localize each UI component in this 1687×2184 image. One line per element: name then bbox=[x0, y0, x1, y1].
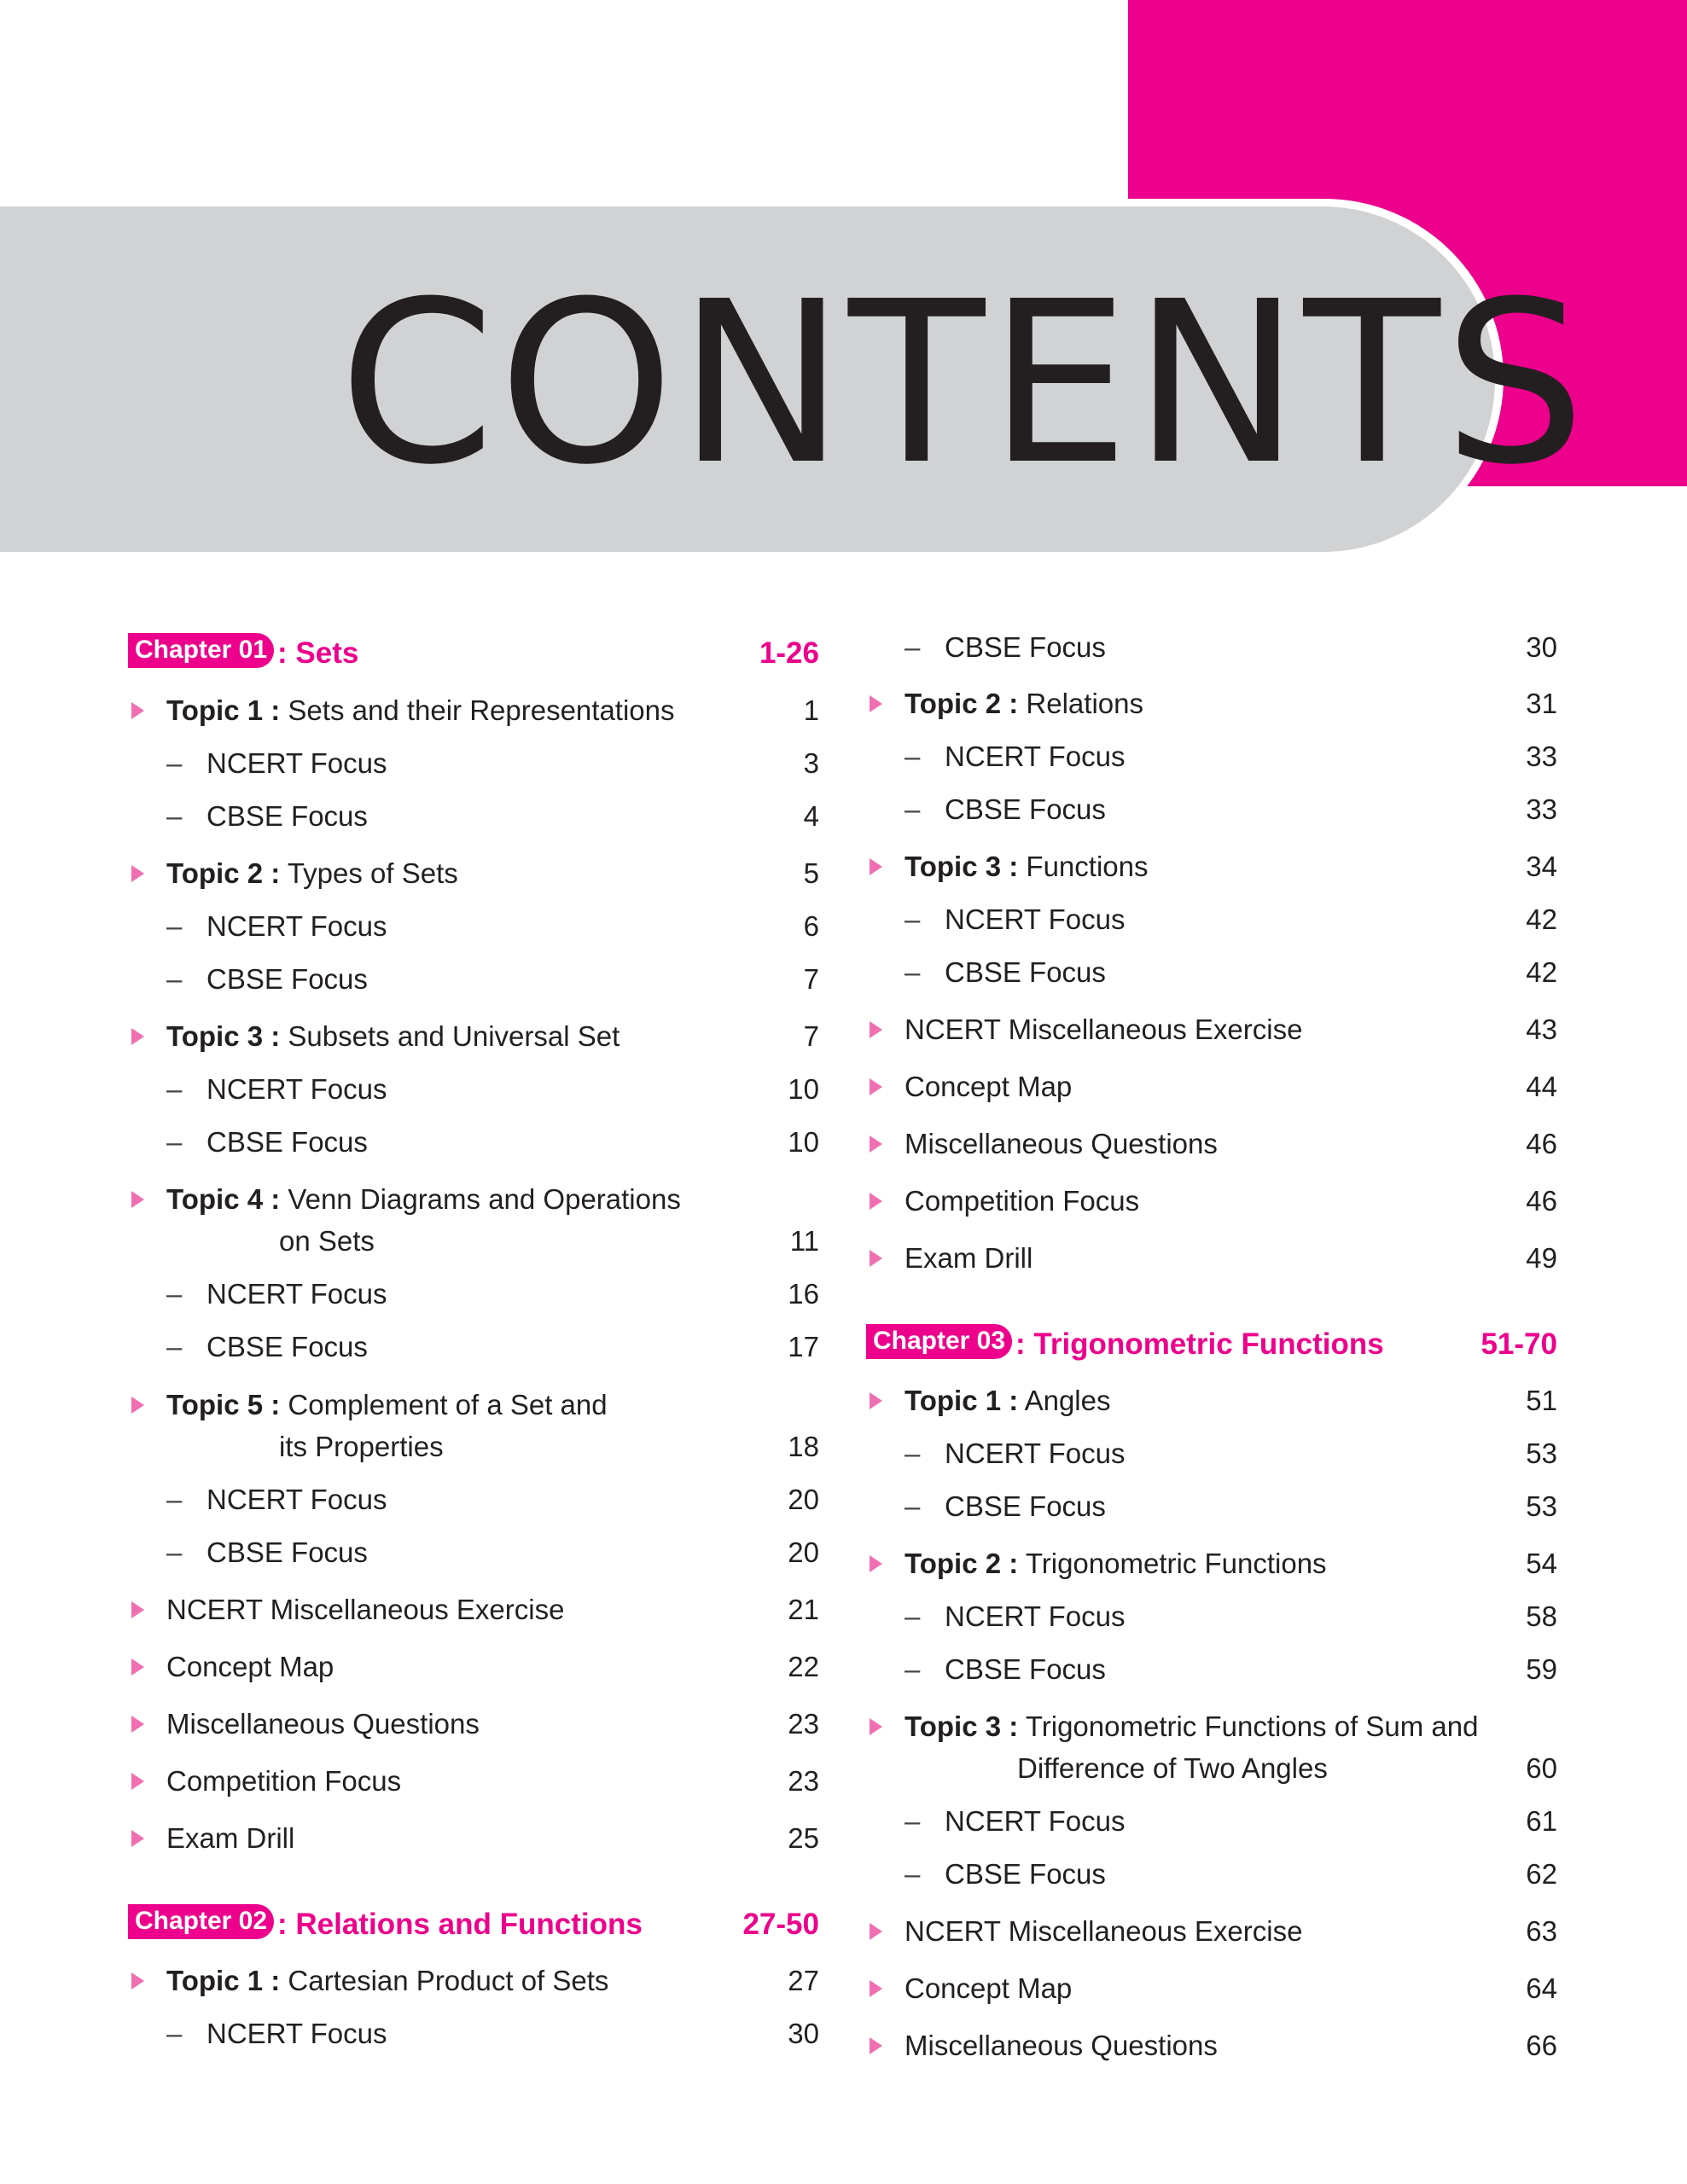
toc-item[interactable] bbox=[128, 1594, 819, 1628]
page-number: 46 bbox=[1526, 1185, 1557, 1217]
page-number: 7 bbox=[803, 963, 819, 995]
dash-icon: – bbox=[905, 1805, 921, 1837]
dash-icon: – bbox=[166, 1536, 183, 1568]
topic-text-continued: its Properties bbox=[279, 1431, 444, 1462]
page-number: 3 bbox=[803, 747, 819, 779]
toc-subitem[interactable] bbox=[128, 1278, 819, 1312]
topic-text: Subsets and Universal Set bbox=[288, 1020, 620, 1052]
topic-label: Topic 3 : bbox=[166, 1020, 281, 1052]
page-number: 59 bbox=[1526, 1653, 1557, 1685]
topic-label: Topic 3 : bbox=[905, 851, 1019, 882]
item-text: Concept Map bbox=[905, 1972, 1073, 2004]
page-number: 30 bbox=[788, 2018, 819, 2049]
item-text: Exam Drill bbox=[166, 1822, 295, 1854]
page-number: 42 bbox=[1526, 956, 1557, 988]
chapter-badge: Chapter 01 bbox=[128, 633, 274, 668]
subitem-text: CBSE Focus bbox=[207, 1126, 368, 1158]
item-text: Concept Map bbox=[166, 1651, 334, 1682]
dash-icon: – bbox=[166, 1126, 183, 1158]
toc-subitem[interactable] bbox=[866, 1438, 1557, 1472]
page-number: 51 bbox=[1526, 1385, 1557, 1416]
chapter-badge: Chapter 03 bbox=[866, 1324, 1012, 1359]
item-text: NCERT Miscellaneous Exercise bbox=[905, 1014, 1303, 1045]
chapter-heading[interactable] bbox=[128, 636, 819, 671]
topic-text: Angles bbox=[1024, 1385, 1111, 1416]
topic-text: Complement of a Set and bbox=[288, 1389, 608, 1420]
bullet-triangle-icon bbox=[870, 1980, 882, 1997]
subitem-text: CBSE Focus bbox=[945, 956, 1106, 988]
item-text: NCERT Miscellaneous Exercise bbox=[166, 1594, 565, 1625]
item-text: Concept Map bbox=[905, 1071, 1073, 1102]
page-number: 66 bbox=[1526, 2030, 1557, 2061]
toc-topic[interactable] bbox=[128, 694, 819, 729]
bullet-triangle-icon bbox=[131, 1773, 144, 1790]
page-number: 46 bbox=[1526, 1128, 1557, 1159]
page-number: 33 bbox=[1526, 793, 1557, 825]
page-number: 5 bbox=[803, 857, 819, 889]
toc-subitem[interactable] bbox=[866, 1600, 1557, 1635]
toc-item[interactable] bbox=[128, 1765, 819, 1799]
bullet-triangle-icon bbox=[131, 865, 144, 882]
toc-subitem[interactable] bbox=[128, 1484, 819, 1518]
toc-item[interactable] bbox=[128, 1651, 819, 1685]
page-number: 63 bbox=[1526, 1915, 1557, 1947]
chapter-title: : Relations and Functions bbox=[277, 1908, 643, 1941]
subitem-text: NCERT Focus bbox=[207, 2018, 387, 2049]
subitem-text: NCERT Focus bbox=[207, 1278, 387, 1310]
page-number: 43 bbox=[1526, 1014, 1557, 1045]
toc-subitem[interactable] bbox=[128, 800, 819, 834]
page-number: 20 bbox=[788, 1536, 819, 1568]
bullet-triangle-icon bbox=[870, 1718, 882, 1735]
toc-topic[interactable] bbox=[866, 1385, 1557, 1419]
bullet-triangle-icon bbox=[131, 702, 144, 719]
dash-icon: – bbox=[166, 963, 183, 995]
page-number: 4 bbox=[803, 800, 819, 832]
dash-icon: – bbox=[905, 1490, 921, 1522]
bullet-triangle-icon bbox=[870, 858, 882, 875]
toc-topic[interactable] bbox=[128, 1389, 819, 1467]
toc-item[interactable] bbox=[866, 1242, 1557, 1276]
toc-item[interactable] bbox=[866, 2030, 1557, 2064]
toc-topic[interactable] bbox=[128, 1183, 819, 1262]
toc-subitem[interactable] bbox=[866, 793, 1557, 828]
dash-icon: – bbox=[166, 2018, 183, 2049]
bullet-triangle-icon bbox=[870, 1193, 882, 1210]
bullet-triangle-icon bbox=[870, 2037, 882, 2054]
toc-subitem[interactable] bbox=[866, 741, 1557, 775]
chapter-heading[interactable] bbox=[128, 1908, 819, 1942]
subitem-text: NCERT Focus bbox=[207, 1073, 387, 1105]
dash-icon: – bbox=[166, 1278, 183, 1310]
bullet-triangle-icon bbox=[870, 1250, 882, 1267]
page-number: 61 bbox=[1526, 1805, 1557, 1837]
subitem-text: NCERT Focus bbox=[207, 910, 387, 942]
topic-text: Cartesian Product of Sets bbox=[288, 1965, 609, 1996]
chapter-title: : Sets bbox=[277, 636, 359, 670]
topic-text: Functions bbox=[1026, 851, 1149, 882]
bullet-triangle-icon bbox=[870, 1923, 882, 1940]
page-number: 53 bbox=[1526, 1490, 1557, 1522]
toc-subitem[interactable] bbox=[128, 747, 819, 781]
topic-text: Relations bbox=[1026, 688, 1143, 719]
item-text: Competition Focus bbox=[905, 1185, 1140, 1217]
page-number: 62 bbox=[1526, 1858, 1557, 1890]
chapter-pages: 27-50 bbox=[742, 1908, 819, 1941]
topic-label: Topic 1 : bbox=[166, 1965, 281, 1996]
toc-subitem[interactable] bbox=[866, 1805, 1557, 1839]
topic-label: Topic 2 : bbox=[905, 688, 1019, 719]
dash-icon: – bbox=[905, 903, 921, 935]
toc-topic[interactable] bbox=[128, 1965, 819, 1999]
page-number: 42 bbox=[1526, 903, 1557, 935]
page-number: 34 bbox=[1526, 851, 1557, 882]
item-text: Miscellaneous Questions bbox=[905, 1128, 1218, 1159]
toc-topic[interactable] bbox=[866, 851, 1557, 885]
page-number: 27 bbox=[788, 1965, 819, 1996]
toc-item[interactable] bbox=[866, 1915, 1557, 1949]
toc-topic[interactable] bbox=[866, 1548, 1557, 1582]
subitem-text: CBSE Focus bbox=[207, 1536, 368, 1568]
page-title: CONTENTS bbox=[339, 253, 1590, 514]
bullet-triangle-icon bbox=[131, 1397, 144, 1414]
topic-text: Sets and their Representations bbox=[288, 694, 675, 726]
subitem-text: CBSE Focus bbox=[207, 1331, 368, 1362]
page-number: 10 bbox=[788, 1073, 819, 1105]
item-text: Miscellaneous Questions bbox=[166, 1708, 480, 1740]
page-number: 23 bbox=[788, 1765, 819, 1797]
page-number: 18 bbox=[788, 1431, 819, 1462]
page-number: 1 bbox=[803, 694, 819, 726]
toc-topic[interactable] bbox=[866, 1711, 1557, 1789]
item-text: Miscellaneous Questions bbox=[905, 2030, 1218, 2061]
toc-subitem[interactable] bbox=[128, 1331, 819, 1365]
subitem-text: CBSE Focus bbox=[945, 631, 1106, 663]
subitem-text: NCERT Focus bbox=[945, 1805, 1126, 1837]
topic-label: Topic 1 : bbox=[166, 694, 281, 726]
topic-label: Topic 2 : bbox=[905, 1548, 1019, 1579]
chapter-pages: 51-70 bbox=[1480, 1327, 1557, 1361]
page-number: 64 bbox=[1526, 1972, 1557, 2004]
page-number: 60 bbox=[1526, 1752, 1557, 1784]
chapter-heading[interactable] bbox=[866, 1327, 1557, 1362]
chapter-badge: Chapter 02 bbox=[128, 1904, 274, 1939]
page-number: 58 bbox=[1526, 1600, 1557, 1632]
item-text: NCERT Miscellaneous Exercise bbox=[905, 1915, 1303, 1947]
chapter-title: : Trigonometric Functions bbox=[1015, 1327, 1384, 1361]
toc-subitem[interactable] bbox=[866, 956, 1557, 990]
subitem-text: NCERT Focus bbox=[945, 1438, 1126, 1469]
topic-text: Trigonometric Functions of Sum and bbox=[1025, 1711, 1479, 1742]
toc-item[interactable] bbox=[128, 1822, 819, 1856]
page-number: 22 bbox=[788, 1651, 819, 1682]
page-number: 31 bbox=[1526, 688, 1557, 719]
toc-subitem[interactable] bbox=[866, 1653, 1557, 1687]
page-number: 33 bbox=[1526, 741, 1557, 772]
toc-subitem[interactable] bbox=[866, 903, 1557, 938]
bullet-triangle-icon bbox=[131, 1191, 144, 1208]
toc-subitem[interactable] bbox=[128, 2018, 819, 2052]
topic-label: Topic 4 : bbox=[166, 1183, 281, 1215]
topic-text: Venn Diagrams and Operations bbox=[288, 1183, 681, 1215]
bullet-triangle-icon bbox=[870, 1555, 882, 1572]
subitem-text: NCERT Focus bbox=[207, 747, 387, 779]
subitem-text: CBSE Focus bbox=[207, 963, 368, 995]
page-number: 7 bbox=[803, 1020, 819, 1052]
dash-icon: – bbox=[905, 1438, 921, 1469]
subitem-text: CBSE Focus bbox=[207, 800, 368, 832]
subitem-text: NCERT Focus bbox=[945, 741, 1126, 772]
page-number: 11 bbox=[789, 1225, 819, 1257]
bullet-triangle-icon bbox=[870, 1392, 882, 1409]
subitem-text: NCERT Focus bbox=[207, 1484, 387, 1515]
dash-icon: – bbox=[166, 910, 183, 942]
toc-subitem[interactable] bbox=[866, 1858, 1557, 1892]
page-number: 6 bbox=[803, 910, 819, 942]
toc-subitem[interactable] bbox=[128, 1073, 819, 1107]
toc-item[interactable] bbox=[866, 1128, 1557, 1162]
toc-subitem[interactable] bbox=[128, 1536, 819, 1571]
toc-item[interactable] bbox=[128, 1708, 819, 1742]
toc-topic[interactable] bbox=[128, 1020, 819, 1054]
topic-label: Topic 3 : bbox=[905, 1711, 1019, 1742]
toc-subitem[interactable] bbox=[128, 963, 819, 997]
subitem-text: CBSE Focus bbox=[945, 793, 1106, 825]
item-text: Exam Drill bbox=[905, 1242, 1033, 1274]
toc-item[interactable] bbox=[866, 1185, 1557, 1219]
bullet-triangle-icon bbox=[131, 1028, 144, 1045]
subitem-text: CBSE Focus bbox=[945, 1490, 1106, 1522]
dash-icon: – bbox=[166, 800, 183, 832]
topic-text: Types of Sets bbox=[287, 857, 458, 889]
topic-label: Topic 2 : bbox=[166, 857, 281, 889]
dash-icon: – bbox=[905, 1600, 921, 1632]
bullet-triangle-icon bbox=[870, 1021, 882, 1038]
toc-item[interactable] bbox=[866, 1014, 1557, 1048]
page-number: 44 bbox=[1526, 1071, 1557, 1102]
dash-icon: – bbox=[905, 956, 921, 988]
toc-topic[interactable] bbox=[128, 857, 819, 892]
subitem-text: NCERT Focus bbox=[945, 903, 1126, 935]
toc-item[interactable] bbox=[866, 1972, 1557, 2007]
page-number: 25 bbox=[788, 1822, 819, 1854]
bullet-triangle-icon bbox=[870, 1136, 882, 1153]
dash-icon: – bbox=[905, 793, 921, 825]
bullet-triangle-icon bbox=[131, 1972, 144, 1989]
toc-subitem[interactable] bbox=[128, 910, 819, 944]
chapter-pages: 1-26 bbox=[759, 636, 819, 670]
bullet-triangle-icon bbox=[131, 1716, 144, 1733]
dash-icon: – bbox=[166, 747, 183, 779]
bullet-triangle-icon bbox=[131, 1658, 144, 1676]
dash-icon: – bbox=[905, 631, 921, 663]
subitem-text: CBSE Focus bbox=[945, 1653, 1106, 1685]
bullet-triangle-icon bbox=[870, 695, 882, 712]
page-number: 16 bbox=[788, 1278, 819, 1310]
page-number: 49 bbox=[1526, 1242, 1557, 1274]
page-number: 20 bbox=[788, 1484, 819, 1515]
page-number: 21 bbox=[788, 1594, 819, 1625]
topic-label: Topic 5 : bbox=[166, 1389, 281, 1420]
page-number: 53 bbox=[1526, 1438, 1557, 1469]
dash-icon: – bbox=[166, 1073, 183, 1105]
subitem-text: NCERT Focus bbox=[945, 1600, 1126, 1632]
page-number: 10 bbox=[788, 1126, 819, 1158]
bullet-triangle-icon bbox=[131, 1830, 144, 1847]
topic-text: Trigonometric Functions bbox=[1025, 1548, 1327, 1579]
bullet-triangle-icon bbox=[131, 1601, 144, 1618]
page-number: 17 bbox=[788, 1331, 819, 1362]
topic-text-continued: Difference of Two Angles bbox=[1017, 1752, 1328, 1784]
subitem-text: CBSE Focus bbox=[945, 1858, 1106, 1890]
toc-subitem[interactable] bbox=[128, 1126, 819, 1160]
page-number: 23 bbox=[788, 1708, 819, 1740]
toc-topic[interactable] bbox=[866, 688, 1557, 722]
dash-icon: – bbox=[166, 1331, 183, 1362]
dash-icon: – bbox=[905, 741, 921, 772]
toc-subitem[interactable] bbox=[866, 1490, 1557, 1525]
topic-text-continued: on Sets bbox=[279, 1225, 375, 1257]
toc-subitem[interactable] bbox=[866, 631, 1557, 665]
toc-item[interactable] bbox=[866, 1071, 1557, 1105]
page-number: 30 bbox=[1526, 631, 1557, 663]
page-number: 54 bbox=[1526, 1548, 1557, 1579]
topic-label: Topic 1 : bbox=[905, 1385, 1019, 1416]
dash-icon: – bbox=[905, 1653, 921, 1685]
bullet-triangle-icon bbox=[870, 1078, 882, 1095]
dash-icon: – bbox=[166, 1484, 183, 1515]
item-text: Competition Focus bbox=[166, 1765, 402, 1797]
dash-icon: – bbox=[905, 1858, 921, 1890]
